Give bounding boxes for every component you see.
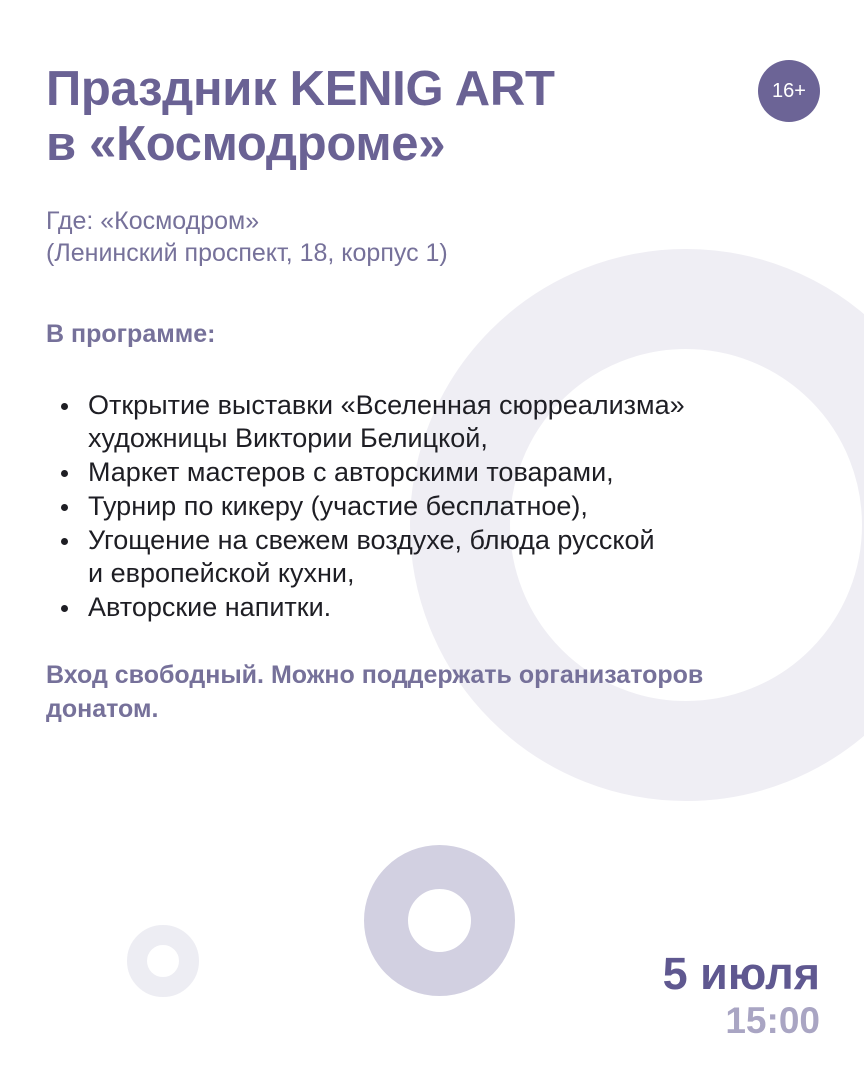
program-item-line: художницы Виктории Белицкой,	[88, 423, 488, 453]
program-item-line: Авторские напитки.	[88, 592, 332, 622]
program-item-line: и европейской кухни,	[88, 558, 355, 588]
program-item	[46, 389, 685, 455]
program-item	[46, 456, 685, 489]
program-item-line: Угощение на свежем воздухе, блюда русской	[88, 525, 655, 555]
entry-note-line-1: Вход свободный. Можно поддержать организаторов	[46, 661, 704, 689]
event-date: 5 июля	[662, 948, 820, 999]
event-time: 15:00	[725, 1000, 820, 1041]
program-list	[46, 389, 685, 625]
program-item	[46, 524, 685, 590]
event-location	[46, 205, 448, 269]
event-title-line-1: Праздник KENIG ART	[46, 62, 555, 116]
program-heading: В программе:	[46, 320, 216, 348]
decor-ring-medium	[364, 845, 515, 996]
location-line-2: (Ленинский проспект, 18, корпус 1)	[46, 239, 448, 267]
program-item	[46, 591, 685, 624]
program-item-line: Турнир по кикеру (участие бесплатное),	[88, 491, 588, 521]
decor-ring-small	[127, 925, 199, 997]
entry-note-line-2: донатом.	[46, 695, 159, 723]
event-title-line-2: в «Космодроме»	[46, 117, 446, 171]
event-title	[46, 62, 555, 172]
location-line-1: Где: «Космодром»	[46, 207, 260, 235]
entry-note	[46, 658, 703, 726]
age-rating-badge: 16+	[758, 60, 820, 122]
program-item-line: Маркет мастеров с авторскими товарами,	[88, 457, 614, 487]
program-item	[46, 490, 685, 523]
program-item-line: Открытие выставки «Вселенная сюрреализма»	[88, 390, 685, 420]
